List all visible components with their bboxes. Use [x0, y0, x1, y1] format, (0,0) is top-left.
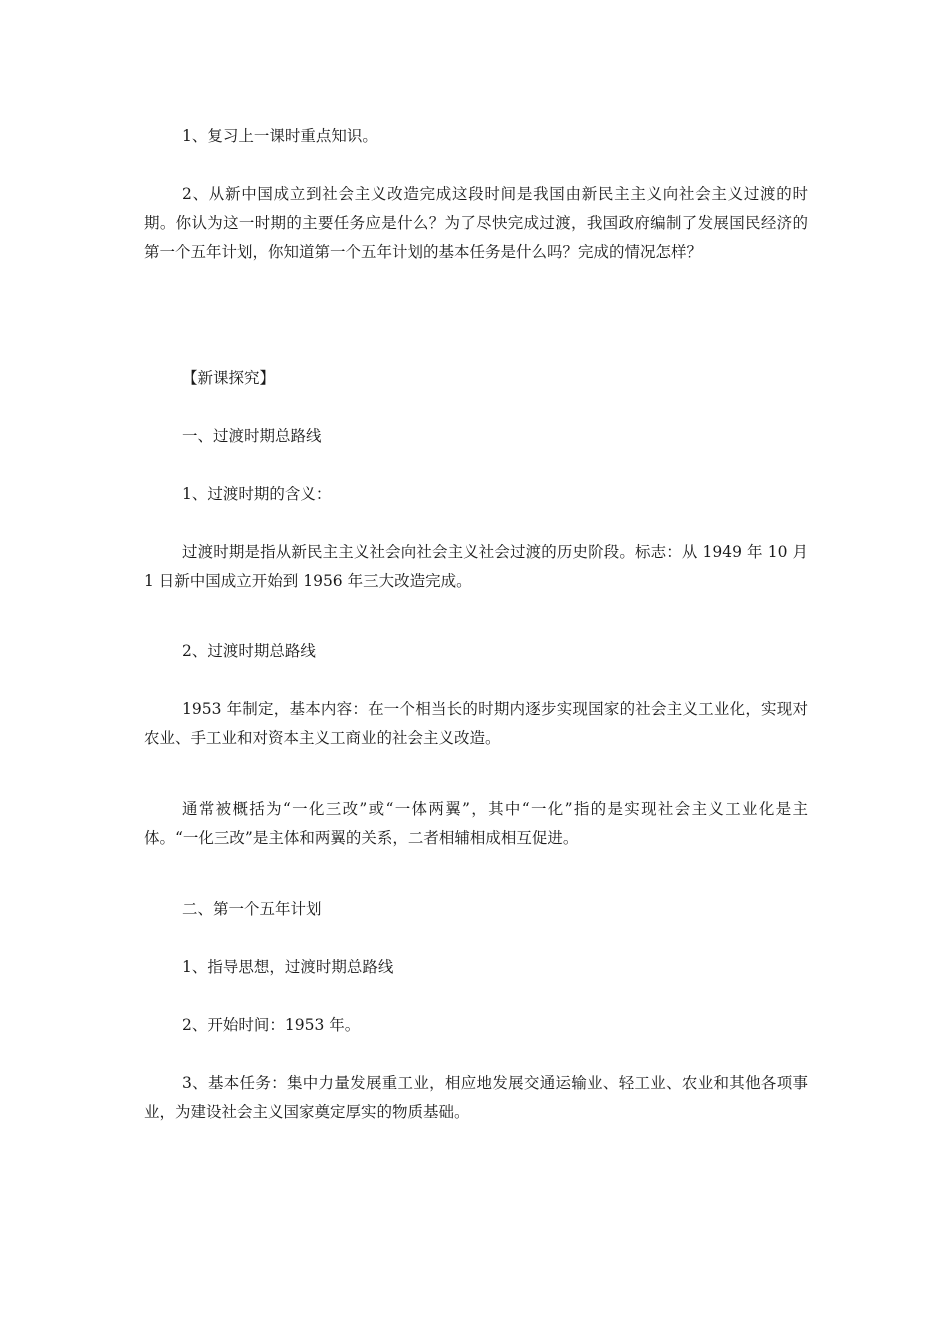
item-1-2-summary: 通常被概括为“一化三改”或“一体两翼”，其中“一化”指的是实现社会主义工业化是主体。“一化三改”是主体和两翼的关系，二者相辅相成相互促进。 [144, 800, 808, 847]
paragraph-review-2: 2、从新中国成立到社会主义改造完成这段时间是我国由新民主主义向社会主义过渡的时期。你认为这一时期的主要任务应是什么？为了尽快完成过渡，我国政府编制了发展国民经济的第一个五年计划，你知道第一个五年计划的基本任务是什么吗？完成的情况怎样？ [144, 185, 808, 261]
item-1-2-body: 1953 年制定，基本内容：在一个相当长的时期内逐步实现国家的社会主义工业化，实现对农业、手工业和对资本主义工商业的社会主义改造。 [144, 700, 808, 747]
heading-section-2: 二、第一个五年计划 [182, 900, 322, 918]
item-1-2: 2、过渡时期总路线 [182, 642, 316, 660]
paragraph-review-1: 1、复习上一课时重点知识。 [182, 127, 378, 145]
item-2-3: 3、基本任务：集中力量发展重工业，相应地发展交通运输业、轻工业、农业和其他各项事业，为建设社会主义国家奠定厚实的物质基础。 [144, 1074, 808, 1121]
heading-section-1: 一、过渡时期总路线 [182, 427, 322, 445]
item-2-2: 2、开始时间：1953 年。 [182, 1016, 361, 1034]
item-2-1: 1、指导思想，过渡时期总路线 [182, 958, 394, 976]
heading-new-lesson: 【新课探究】 [182, 369, 276, 387]
item-1-1: 1、过渡时期的含义： [182, 485, 332, 503]
item-1-1-body: 过渡时期是指从新民主主义社会向社会主义社会过渡的历史阶段。标志：从 1949 年 10 月 1 日新中国成立开始到 1956 年三大改造完成。 [144, 543, 808, 590]
